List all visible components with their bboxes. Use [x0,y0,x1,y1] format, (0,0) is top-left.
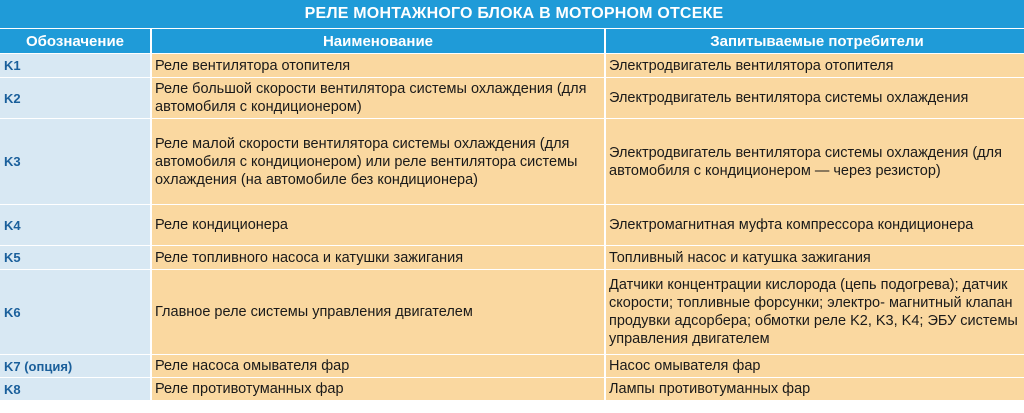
row-code-k4: K4 [0,205,150,245]
header-designation: Обозначение [0,29,150,53]
row-name-k2: Реле большой скорости вентилятора системы охлаждения (для автомобиля с кондиционером) [152,78,604,118]
row-name-k8: Реле противотуманных фар [152,378,604,400]
row-name-k6: Главное реле системы управления двигателем [152,270,604,354]
row-code-k3: K3 [0,119,150,204]
row-consumers-k5: Топливный насос и катушка зажигания [606,246,1024,269]
row-consumers-k8: Лампы противотуманных фар [606,378,1024,400]
row-consumers-k2: Электродвигатель вентилятора системы охлаждения [606,78,1024,118]
row-name-k4: Реле кондиционера [152,205,604,245]
row-name-k1: Реле вентилятора отопителя [152,54,604,77]
row-name-k5: Реле топливного насоса и катушки зажигания [152,246,604,269]
row-code-k7: K7 (опция) [0,355,150,377]
table-title: РЕЛЕ МОНТАЖНОГО БЛОКА В МОТОРНОМ ОТСЕКЕ [0,0,1024,28]
row-name-k7: Реле насоса омывателя фар [152,355,604,377]
header-name: Наименование [152,29,604,53]
row-consumers-k6: Датчики концентрации кислорода (цепь подогрева); датчик скорости; топливные форсунки; электро- магнитный клапан продувки адсорбера; обмотки реле K2, K3, K4; ЭБУ системы управления двигателем [606,270,1024,354]
row-code-k5: K5 [0,246,150,269]
row-code-k8: K8 [0,378,150,400]
row-consumers-k4: Электромагнитная муфта компрессора кондиционера [606,205,1024,245]
header-consumers: Запитываемые потребители [606,29,1024,53]
row-code-k2: K2 [0,78,150,118]
row-code-k1: K1 [0,54,150,77]
row-name-k3: Реле малой скорости вентилятора системы охлаждения (для автомобиля с кондиционером) или реле вентилятора системы охлаждения (на автомобиле без кондиционера) [152,119,604,204]
row-consumers-k1: Электродвигатель вентилятора отопителя [606,54,1024,77]
row-consumers-k3: Электродвигатель вентилятора системы охлаждения (для автомобиля с кондиционером — через резистор) [606,119,1024,204]
row-consumers-k7: Насос омывателя фар [606,355,1024,377]
row-code-k6: K6 [0,270,150,354]
